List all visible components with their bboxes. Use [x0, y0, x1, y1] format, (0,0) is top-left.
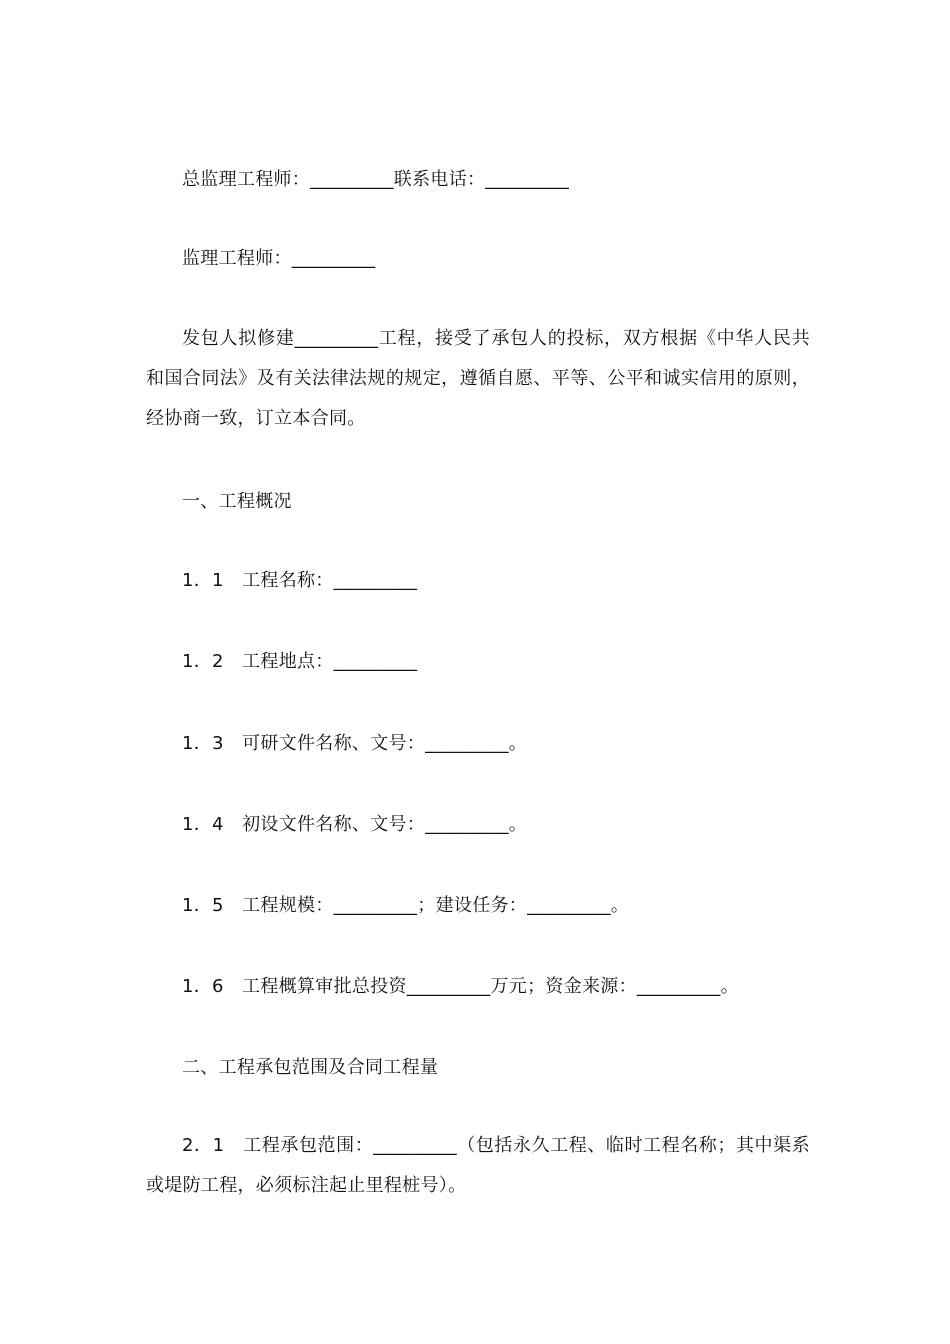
supervisor-line: 监理工程师：_________ [182, 248, 376, 269]
preamble-paragraph: 发包人拟修建_________工程，接受了承包人的投标，双方根据《中华人民共和国合同法》及有关法律法规的规定，遵循自愿、平等、公平和诚实信用的原则，经协商一致，订立本合同。 [146, 328, 810, 429]
clause-1-2: 1．2 工程地点：_________ [182, 651, 418, 672]
chief-supervisor-line: 总监理工程师：_________联系电话：_________ [182, 169, 569, 190]
clause-1-6: 1．6 工程概算审批总投资_________万元；资金来源：_________。 [182, 976, 739, 997]
clause-1-3: 1．3 可研文件名称、文号：_________。 [182, 733, 528, 754]
clause-1-4: 1．4 初设文件名称、文号：_________。 [182, 814, 528, 835]
clause-2-1: 2．1 工程承包范围：_________（包括永久工程、临时工程名称；其中渠系或堤防工程，必须标注起止里程桩号）。 [146, 1135, 810, 1196]
clause-1-5: 1．5 工程规模：_________；建设任务：_________。 [182, 895, 630, 916]
section-heading-project-overview: 一、工程概况 [182, 491, 292, 512]
section-heading-scope: 二、工程承包范围及合同工程量 [182, 1057, 439, 1078]
clause-1-1: 1．1 工程名称：_________ [182, 570, 418, 591]
